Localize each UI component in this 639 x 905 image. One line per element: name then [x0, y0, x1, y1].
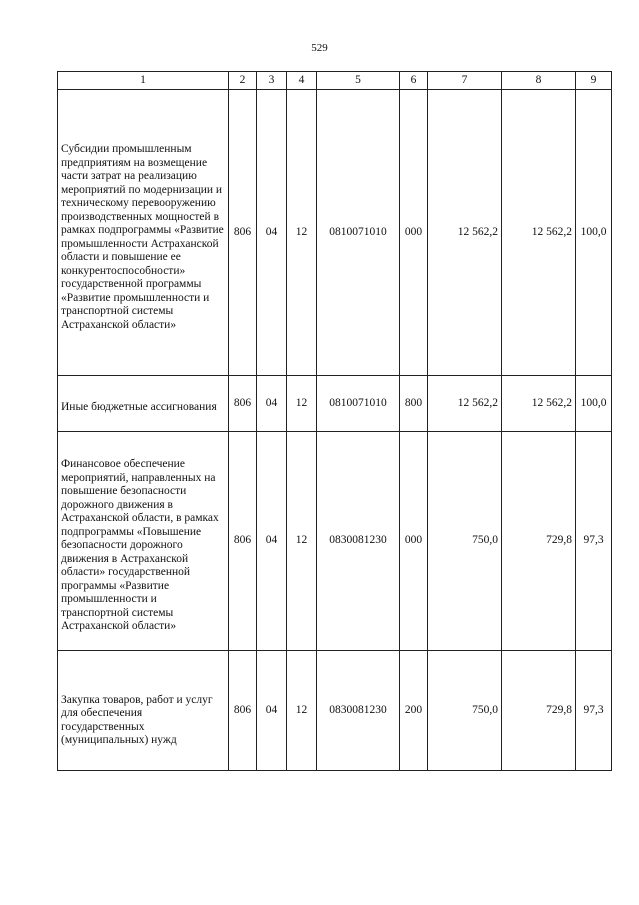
- table-row: [58, 90, 612, 376]
- target-article-code: 0810071010: [317, 376, 400, 432]
- planned-amount: 12 562,2: [428, 90, 502, 376]
- department-code: 806: [229, 432, 257, 651]
- column-header: 1: [58, 72, 229, 90]
- column-header: 3: [257, 72, 287, 90]
- table-row: [58, 432, 612, 651]
- row-description: Закупка товаров, работ и услуг для обеспечения государственных (муниципальных) нужд: [58, 651, 229, 771]
- expense-type-code: 200: [400, 651, 428, 771]
- subsection-code: 12: [287, 651, 317, 771]
- execution-percent: 97,3: [576, 651, 612, 771]
- planned-amount: 750,0: [428, 651, 502, 771]
- row-description: Финансовое обеспечение мероприятий, направленных на повышение безопасности дорожного движения в Астраханской области, в рамках подпрограммы «Повышение безопасности дорожного движения в Астраханской области» государственной программы «Развитие промышленности и транспортной системы Астраханской области»: [58, 432, 229, 651]
- table-row: [58, 376, 612, 432]
- expense-type-code: 000: [400, 432, 428, 651]
- actual-amount: 12 562,2: [502, 376, 576, 432]
- section-code: 04: [257, 651, 287, 771]
- actual-amount: 729,8: [502, 432, 576, 651]
- department-code: 806: [229, 90, 257, 376]
- expense-type-code: 000: [400, 90, 428, 376]
- department-code: 806: [229, 651, 257, 771]
- row-description: Иные бюджетные ассигнования: [58, 376, 229, 432]
- subsection-code: 12: [287, 90, 317, 376]
- column-header: 9: [576, 72, 612, 90]
- column-header: 4: [287, 72, 317, 90]
- execution-percent: 100,0: [576, 376, 612, 432]
- execution-percent: 97,3: [576, 432, 612, 651]
- column-header: 8: [502, 72, 576, 90]
- table-header-row: [58, 72, 612, 90]
- budget-execution-table: [57, 71, 612, 771]
- subsection-code: 12: [287, 376, 317, 432]
- column-header: 7: [428, 72, 502, 90]
- target-article-code: 0830081230: [317, 651, 400, 771]
- department-code: 806: [229, 376, 257, 432]
- section-code: 04: [257, 90, 287, 376]
- column-header: 6: [400, 72, 428, 90]
- section-code: 04: [257, 376, 287, 432]
- page-number: 529: [311, 42, 328, 54]
- expense-type-code: 800: [400, 376, 428, 432]
- planned-amount: 750,0: [428, 432, 502, 651]
- section-code: 04: [257, 432, 287, 651]
- column-header: 2: [229, 72, 257, 90]
- execution-percent: 100,0: [576, 90, 612, 376]
- planned-amount: 12 562,2: [428, 376, 502, 432]
- subsection-code: 12: [287, 432, 317, 651]
- actual-amount: 12 562,2: [502, 90, 576, 376]
- column-header: 5: [317, 72, 400, 90]
- table-row: [58, 651, 612, 771]
- actual-amount: 729,8: [502, 651, 576, 771]
- target-article-code: 0810071010: [317, 90, 400, 376]
- row-description: Субсидии промышленным предприятиям на возмещение части затрат на реализацию мероприятий по модернизации и техническому перевооружению производственных мощностей в рамках подпрограммы «Развитие промышленности Астраханской области и повышение ее конкурентоспособности» государственной программы «Развитие промышленности и транспортной системы Астраханской области»: [58, 90, 229, 376]
- target-article-code: 0830081230: [317, 432, 400, 651]
